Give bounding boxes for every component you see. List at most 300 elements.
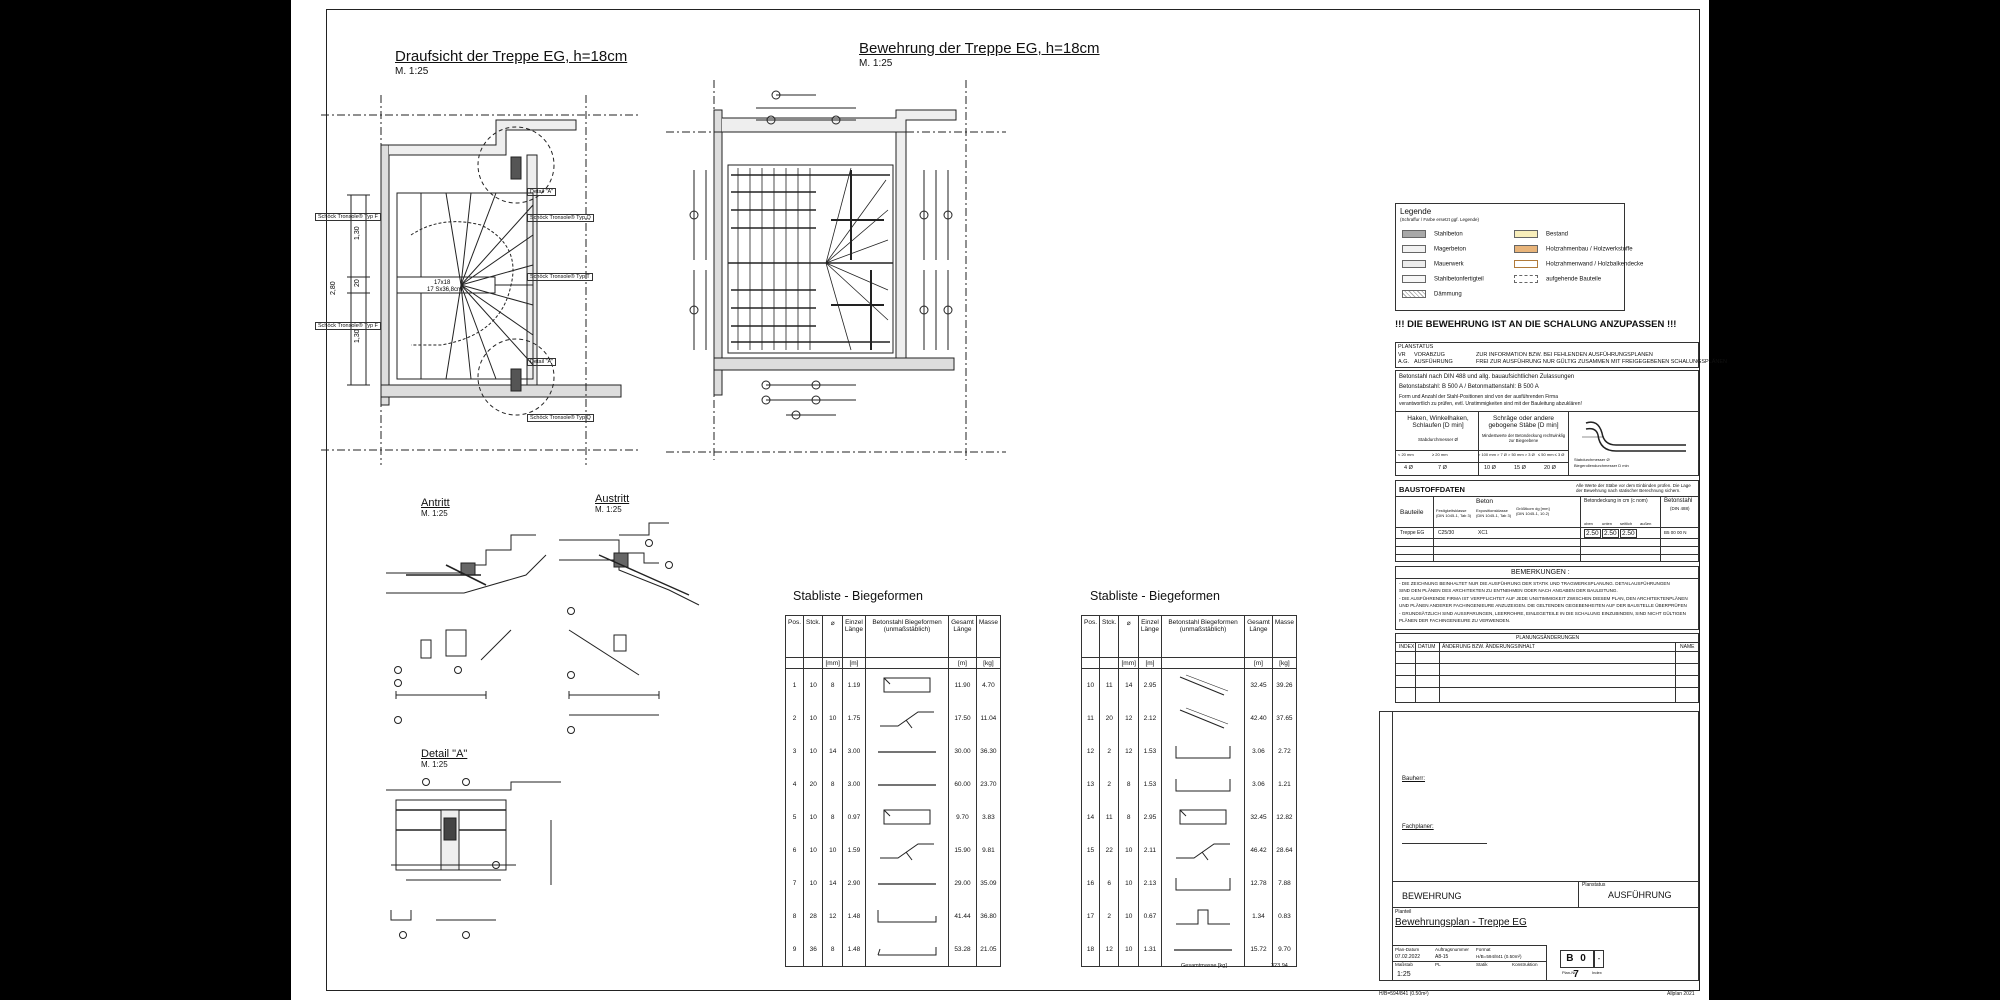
konstruktion-label: Konstruktion bbox=[1512, 962, 1538, 967]
cell-gl: 60.00 bbox=[949, 768, 977, 801]
unit-cell: [kg] bbox=[976, 658, 1000, 669]
steps-label-2: 17 Sx36,8cm bbox=[427, 287, 463, 293]
bend-shape-ushape bbox=[1162, 735, 1245, 768]
massstab-value: 1:25 bbox=[1397, 971, 1411, 978]
cell-d: 14 bbox=[1119, 669, 1138, 703]
cell-el: 1.48 bbox=[842, 933, 865, 967]
col-stck: Stck. bbox=[804, 616, 823, 658]
baustoff-h-wz: Größtkorn dg [mm] (DIN 1045-1, 10.2) bbox=[1516, 506, 1550, 516]
col-gesamt-laenge: Gesamt Länge bbox=[949, 616, 977, 658]
cell-pos: 7 bbox=[786, 867, 804, 900]
cell-gl: 41.44 bbox=[949, 900, 977, 933]
pl-label: PL bbox=[1435, 962, 1441, 967]
cell-pos: 16 bbox=[1082, 867, 1100, 900]
cell-pos: 6 bbox=[786, 834, 804, 867]
stabliste-2-table bbox=[1081, 615, 1297, 967]
cell-stck: 20 bbox=[1100, 702, 1119, 735]
cell-gl: 3.06 bbox=[1245, 768, 1273, 801]
col-gesamt-laenge: Gesamt Länge bbox=[1245, 616, 1273, 658]
stabliste-1-title: Stabliste - Biegeformen bbox=[793, 589, 923, 603]
label-schock-f-1: Schöck Tronsole® Typ F bbox=[315, 213, 381, 221]
unit-cell: [kg] bbox=[1272, 658, 1296, 669]
table-row bbox=[1082, 900, 1297, 933]
bend-shape-box bbox=[866, 801, 949, 834]
bend-shape-crank bbox=[866, 702, 949, 735]
cell-pos: 9 bbox=[786, 933, 804, 967]
table-row bbox=[786, 735, 1001, 768]
units-row bbox=[786, 658, 1001, 669]
unit-cell bbox=[866, 658, 949, 669]
draufsicht-plan bbox=[321, 95, 641, 465]
planteil-value: Bewehrungsplan - Treppe EG bbox=[1395, 917, 1527, 928]
aend-col-index: INDEX bbox=[1399, 644, 1415, 650]
cell-m: 35.09 bbox=[976, 867, 1000, 900]
cell-gl: 11.90 bbox=[949, 669, 977, 703]
bewehrung-title: Bewehrung der Treppe EG, h=18cm bbox=[859, 40, 1100, 57]
bend-shape-step bbox=[1162, 900, 1245, 933]
title-block bbox=[1379, 711, 1699, 981]
bem-line-2: SIND DEN PLÄNEN DES ARCHITEKTEN ZU ENTNEHMEN ODER NACH ANGABEN DER BAULEITUNG. bbox=[1399, 588, 1618, 593]
cell-pos: 17 bbox=[1082, 900, 1100, 933]
cell-el: 1.48 bbox=[842, 900, 865, 933]
legend-item: Stahlbeton bbox=[1434, 231, 1463, 238]
cell-el: 2.11 bbox=[1138, 834, 1161, 867]
units-row bbox=[1082, 658, 1297, 669]
unit-cell: [m] bbox=[949, 658, 977, 669]
steel-col2-title: Schräge oder andere gebogene Stäbe [D min] bbox=[1488, 415, 1559, 429]
cell-el: 1.53 bbox=[1138, 735, 1161, 768]
deck-seitlich: seitlich bbox=[1620, 521, 1633, 526]
ps-code-2: A.G. bbox=[1398, 359, 1410, 365]
baustoff-h-bauteile: Bauteile bbox=[1400, 509, 1424, 516]
cell-pos: 1 bbox=[786, 669, 804, 703]
legend-item: Dämmung bbox=[1434, 291, 1462, 298]
cell-pos: 18 bbox=[1082, 933, 1100, 967]
table-row bbox=[786, 900, 1001, 933]
stabliste-2-title: Stabliste - Biegeformen bbox=[1090, 589, 1220, 603]
table-row bbox=[786, 669, 1001, 703]
legend-title: Legende bbox=[1400, 207, 1432, 216]
steel-val: 4 Ø bbox=[1404, 465, 1413, 471]
cell-stck: 36 bbox=[804, 933, 823, 967]
table-row bbox=[786, 768, 1001, 801]
cell-m: 0.83 bbox=[1272, 900, 1296, 933]
cell-el: 0.67 bbox=[1138, 900, 1161, 933]
label-detail-a-1: Detail "A" bbox=[527, 188, 556, 196]
cell-el: 0.97 bbox=[842, 801, 865, 834]
cell-pos: 13 bbox=[1082, 768, 1100, 801]
bend-shape-bar bbox=[1162, 933, 1245, 967]
ps-name-2: AUSFÜHRUNG bbox=[1414, 359, 1453, 365]
bem-line-5: - GRUNDSÄTZLICH SIND AUSSPARUNGEN, LEERROHRE, EINLEGETEILE IN DIE SCHALUNG EINZUBINDEN, SIND NICHT GÜLTIGEN bbox=[1399, 611, 1686, 616]
draufsicht-scale: M. 1:25 bbox=[395, 66, 429, 77]
cell-stck: 22 bbox=[1100, 834, 1119, 867]
cell-d: 12 bbox=[1119, 735, 1138, 768]
dim-mid: 20 bbox=[354, 279, 361, 287]
aend-col-name: NAME bbox=[1680, 644, 1695, 650]
cell-m: 11.04 bbox=[976, 702, 1000, 735]
swatch-daemmung bbox=[1402, 290, 1426, 298]
cell-stck: 10 bbox=[804, 735, 823, 768]
planteil-label: Planteil bbox=[1395, 909, 1412, 915]
cell-d: 14 bbox=[823, 867, 842, 900]
cell-d: 8 bbox=[823, 933, 842, 967]
col-diameter: ⌀ bbox=[1119, 616, 1138, 658]
cell-stck: 12 bbox=[1100, 933, 1119, 967]
cell-el: 2.13 bbox=[1138, 867, 1161, 900]
aend-col-datum: DATUM bbox=[1418, 644, 1436, 650]
cell-gl: 42.40 bbox=[1245, 702, 1273, 735]
deck-seitlich-val: 2.50 bbox=[1622, 530, 1635, 537]
cell-el: 1.75 bbox=[842, 702, 865, 735]
unit-cell: [mm] bbox=[1119, 658, 1138, 669]
cell-m: 23.70 bbox=[976, 768, 1000, 801]
col-pos: Pos. bbox=[786, 616, 804, 658]
deck-oben: oben bbox=[1584, 521, 1593, 526]
col-masse: Masse bbox=[1272, 616, 1296, 658]
cell-pos: 15 bbox=[1082, 834, 1100, 867]
cell-m: 9.81 bbox=[976, 834, 1000, 867]
unit-cell: [m] bbox=[842, 658, 865, 669]
cell-gl: 32.45 bbox=[1245, 801, 1273, 834]
col-stck: Stck. bbox=[1100, 616, 1119, 658]
legend-item: Holzrahmenbau / Holzwerkstoffe bbox=[1546, 246, 1633, 253]
table-row bbox=[786, 801, 1001, 834]
cell-d: 12 bbox=[1119, 702, 1138, 735]
cell-stck: 11 bbox=[1100, 801, 1119, 834]
table-row bbox=[1082, 834, 1297, 867]
steel-val: 20 Ø bbox=[1544, 465, 1556, 471]
table-row bbox=[786, 702, 1001, 735]
cell-el: 1.19 bbox=[842, 669, 865, 703]
cell-pos: 2 bbox=[786, 702, 804, 735]
ps-desc-1: ZUR INFORMATION BZW. BEI FEHLENDEN AUSFÜHRUNGSPLANEN bbox=[1476, 352, 1653, 358]
fachplaner-label: Fachplaner: bbox=[1402, 824, 1434, 830]
cell-stck: 11 bbox=[1100, 669, 1119, 703]
planstatus-header: PLANSTATUS bbox=[1398, 344, 1434, 350]
unit-cell bbox=[804, 658, 823, 669]
steps-label: 17x18 bbox=[434, 280, 451, 286]
unit-cell bbox=[786, 658, 804, 669]
plan-number: B 0 7 bbox=[1560, 950, 1594, 968]
auftrag-label: Auftragsnummer bbox=[1435, 947, 1469, 952]
swatch-aufgehend bbox=[1514, 275, 1538, 283]
cell-gl: 1.34 bbox=[1245, 900, 1273, 933]
steel-head: > 100 mm > 7 Ø bbox=[1478, 452, 1507, 457]
bauherr-label: Bauherr: bbox=[1402, 776, 1426, 782]
legend-item: Mauerwerk bbox=[1434, 261, 1464, 268]
cell-m: 12.82 bbox=[1272, 801, 1296, 834]
bem-line-3: - DIE AUSFÜHRENDE FIRMA IST VERPFLICHTET AUF JEDE UNSTIMMIGKEIT ZWISCHEN DIESEM PLAN, DEN ARCHITEKTENPLÄNEN bbox=[1399, 596, 1688, 601]
cell-d: 12 bbox=[823, 900, 842, 933]
footer-software: Allplan 2021 bbox=[1667, 991, 1695, 997]
baustoff-h-stahl-sub: (DIN 488) bbox=[1670, 506, 1690, 511]
auftrag-value: A8-15 bbox=[1435, 954, 1449, 960]
austritt-title: Austritt bbox=[595, 493, 630, 505]
cell-stck: 2 bbox=[1100, 768, 1119, 801]
cell-pos: 4 bbox=[786, 768, 804, 801]
cell-stck: 10 bbox=[804, 801, 823, 834]
cell-stck: 6 bbox=[1100, 867, 1119, 900]
bemerkungen-title: BEMERKUNGEN : bbox=[1511, 569, 1570, 576]
cell-stck: 10 bbox=[804, 867, 823, 900]
massstab-label: Maßstab bbox=[1395, 962, 1413, 967]
baustoff-h-beton: Beton bbox=[1476, 498, 1493, 505]
bend-shape-crank bbox=[1162, 834, 1245, 867]
steel-head: > 50 mm > 3 Ø bbox=[1508, 452, 1535, 457]
deck-unten-val: 2.50 bbox=[1604, 530, 1617, 537]
col-biegeform: Betonstahl Biegeformen (unmaßstäblich) bbox=[1162, 616, 1245, 658]
cell-d: 8 bbox=[823, 768, 842, 801]
ps-name-1: VORABZUG bbox=[1414, 352, 1445, 358]
table-row bbox=[1082, 768, 1297, 801]
cell-d: 10 bbox=[1119, 834, 1138, 867]
warning-text: !!! DIE BEWEHRUNG IST AN DIE SCHALUNG ANZUPASSEN !!! bbox=[1395, 319, 1677, 330]
cell-gl: 30.00 bbox=[949, 735, 977, 768]
cell-d: 10 bbox=[1119, 933, 1138, 967]
cell-pos: 14 bbox=[1082, 801, 1100, 834]
bem-line-4: UND PLÄNEN ANDERER FACHINGENIEURE ANZUZEIGEN. DIE GELTENDEN GEGEBENHEITEN AUF DER BAUSTELLE ÜBERPRÜFEN bbox=[1399, 603, 1687, 608]
cell-stck: 10 bbox=[804, 834, 823, 867]
legend-box bbox=[1395, 203, 1644, 311]
cell-pos: 12 bbox=[1082, 735, 1100, 768]
cell-gl: 3.06 bbox=[1245, 735, 1273, 768]
austritt-detail bbox=[559, 515, 729, 740]
antritt-detail bbox=[386, 515, 561, 730]
label-schock-q: Schöck Tronsole® Typ Q bbox=[527, 214, 594, 222]
legend-item: Magerbeton bbox=[1434, 246, 1467, 253]
cell-el: 2.90 bbox=[842, 867, 865, 900]
cell-gl: 15.72 bbox=[1245, 933, 1273, 967]
cell-stck: 2 bbox=[1100, 735, 1119, 768]
cell-el: 2.12 bbox=[1138, 702, 1161, 735]
steel-val: 15 Ø bbox=[1514, 465, 1526, 471]
steel-head: ≥ 20 mm bbox=[1432, 452, 1448, 457]
cell-pos: 3 bbox=[786, 735, 804, 768]
cell-m: 3.83 bbox=[976, 801, 1000, 834]
label-schock-f-2: Schöck Tronsole® Typ F bbox=[315, 322, 381, 330]
unit-cell bbox=[1082, 658, 1100, 669]
aenderungen-title: PLANUNGSÄNDERUNGEN bbox=[1516, 635, 1580, 641]
stabliste-1-table bbox=[785, 615, 1001, 967]
baustoff-note: Alle Werte der Stäbe vor dem Einbinden prüfen. Die Lage der Bewehrung nach statischer Berechnung sichern. bbox=[1576, 483, 1691, 493]
deck-aussen: außen bbox=[1640, 521, 1652, 526]
bend-shape-hook2 bbox=[866, 933, 949, 967]
baustoff-h-stahl: Betonstahl bbox=[1664, 498, 1693, 504]
deck-oben-val: 2.50 bbox=[1586, 530, 1599, 537]
cell-pos: 8 bbox=[786, 900, 804, 933]
planstatus-label: Planstatus bbox=[1582, 882, 1606, 888]
plandatum-value: 07.02.2022 bbox=[1395, 954, 1421, 960]
cell-d: 8 bbox=[1119, 768, 1138, 801]
label-schock-q2: Schöck Tronsole® Typ Q bbox=[527, 414, 594, 422]
cell-m: 36.30 bbox=[976, 735, 1000, 768]
label-schock-t: Schöck Tronsole® Typ T bbox=[527, 273, 593, 281]
bend-shape-slant bbox=[1162, 702, 1245, 735]
cell-gl: 9.70 bbox=[949, 801, 977, 834]
cell-d: 8 bbox=[1119, 801, 1138, 834]
antritt-title: Antritt bbox=[421, 497, 450, 509]
index-label: Index bbox=[1592, 970, 1602, 975]
dim-total: 2,80 bbox=[330, 281, 337, 295]
cell-m: 1.21 bbox=[1272, 768, 1296, 801]
bend-shape-slant bbox=[1162, 669, 1245, 703]
table-row bbox=[786, 867, 1001, 900]
cell-gl: 15.90 bbox=[949, 834, 977, 867]
cell-stck: 28 bbox=[804, 900, 823, 933]
dim-upper: 1,30 bbox=[354, 226, 361, 240]
format-value: H/B=594/841 (0.50m²) bbox=[1476, 954, 1522, 959]
detail-scale: M. 1:25 bbox=[421, 760, 448, 769]
swatch-mauerwerk bbox=[1402, 260, 1426, 268]
bemerkungen-box bbox=[1395, 566, 1699, 630]
gesamtmasse-value: 323.94 bbox=[1271, 963, 1288, 969]
cell-stck: 10 bbox=[804, 702, 823, 735]
table-row bbox=[1082, 702, 1297, 735]
cell-m: 39.26 bbox=[1272, 669, 1296, 703]
ps-desc-2: FREI ZUR AUSFÜHRUNG NUR GÜLTIG ZUSAMMEN MIT FREIGEGEBENEN SCHALUNGSPLÄNEN bbox=[1476, 359, 1727, 365]
cell-d: 8 bbox=[823, 669, 842, 703]
baustoff-box bbox=[1395, 480, 1699, 562]
cell-d: 10 bbox=[1119, 867, 1138, 900]
bem-line-1: - DIE ZEICHNUNG BEINHALTET NUR DIE AUSFÜHRUNG DER STATIK UND TRAGWERKSPLANUNG. DETAILAUSFÜHRUNGEN bbox=[1399, 581, 1670, 586]
baustoff-expo: XC1 bbox=[1478, 530, 1488, 536]
cell-el: 2.95 bbox=[1138, 669, 1161, 703]
swatch-fertigteil bbox=[1402, 275, 1426, 283]
label-detail-a-2: Detail "A" bbox=[527, 358, 556, 366]
plan-index: - bbox=[1594, 950, 1604, 968]
cell-d: 10 bbox=[1119, 900, 1138, 933]
gesamtmasse-label: Gesamtmasse [kg] bbox=[1181, 963, 1227, 969]
col-einzel-laenge: Einzel Länge bbox=[1138, 616, 1161, 658]
baustoff-h-expo: Expositionsklasse (DIN 1045-1, Tab 3) bbox=[1476, 508, 1512, 518]
cell-gl: 12.78 bbox=[1245, 867, 1273, 900]
steel-col3-b: Biegerollendurchmesser D min bbox=[1574, 463, 1629, 468]
legend-subtitle: (Schraffur / Farbe ersetzt ggf. Legende) bbox=[1400, 217, 1479, 222]
baustoff-festig: C25/30 bbox=[1438, 530, 1455, 536]
table-row bbox=[786, 933, 1001, 967]
unit-cell: [m] bbox=[1245, 658, 1273, 669]
cell-d: 10 bbox=[823, 702, 842, 735]
format-label: Format bbox=[1476, 947, 1491, 952]
bend-shape-box bbox=[1162, 801, 1245, 834]
cell-gl: 29.00 bbox=[949, 867, 977, 900]
col-biegeform: Betonstahl Biegeformen (unmaßstäblich) bbox=[866, 616, 949, 658]
cell-d: 10 bbox=[823, 834, 842, 867]
austritt-scale: M. 1:25 bbox=[595, 505, 622, 514]
dim-lower: 1,30 bbox=[354, 329, 361, 343]
cell-el: 3.00 bbox=[842, 735, 865, 768]
cell-pos: 11 bbox=[1082, 702, 1100, 735]
unit-cell bbox=[1100, 658, 1119, 669]
cell-m: 28.64 bbox=[1272, 834, 1296, 867]
detail-title: Detail "A" bbox=[421, 748, 468, 760]
baustoff-bauteil: Treppe EG bbox=[1400, 530, 1425, 536]
steel-col1-sub: Stabdurchmesser Ø bbox=[1417, 437, 1459, 442]
legend-item: Stahlbetonfertigteil bbox=[1434, 276, 1484, 283]
table-row bbox=[1082, 669, 1297, 703]
bend-shape-box bbox=[866, 669, 949, 703]
unit-cell: [m] bbox=[1138, 658, 1161, 669]
cell-gl: 46.42 bbox=[1245, 834, 1273, 867]
cell-gl: 17.50 bbox=[949, 702, 977, 735]
steel-col3-a: Stabdurchmesser Ø bbox=[1574, 457, 1610, 462]
bend-diagram bbox=[1576, 415, 1694, 455]
cell-el: 1.59 bbox=[842, 834, 865, 867]
bend-shape-ushape bbox=[1162, 768, 1245, 801]
steel-line-4: verantwortlich zu prüfen, evtl. Unstimmigkeiten sind mit der Bauleitung abzuklären! bbox=[1399, 401, 1582, 407]
cell-gl: 32.45 bbox=[1245, 669, 1273, 703]
cell-pos: 5 bbox=[786, 801, 804, 834]
bem-line-6: PLÄNEN DER FACHINGENIEURE ZU VERWENDEN. bbox=[1399, 618, 1511, 623]
aend-col-inhalt: ÄNDERUNG BZW. ÄNDERUNGSINHALT bbox=[1442, 644, 1535, 650]
cell-d: 8 bbox=[823, 801, 842, 834]
table-row bbox=[1082, 801, 1297, 834]
cell-m: 2.72 bbox=[1272, 735, 1296, 768]
bewehrung-label: BEWEHRUNG bbox=[1402, 891, 1462, 901]
col-masse: Masse bbox=[976, 616, 1000, 658]
baustoff-title: BAUSTOFFDATEN bbox=[1399, 485, 1465, 494]
steel-info-box bbox=[1395, 370, 1699, 476]
swatch-magerbeton bbox=[1402, 245, 1426, 253]
statik-label: Statik bbox=[1476, 962, 1488, 967]
col-pos: Pos. bbox=[1082, 616, 1100, 658]
bewehrung-scale: M. 1:25 bbox=[859, 58, 893, 69]
bend-shape-bar bbox=[866, 867, 949, 900]
baustoff-h-deck: Betondeckung in cm (c nom) bbox=[1584, 498, 1648, 504]
cell-pos: 10 bbox=[1082, 669, 1100, 703]
steel-val: 10 Ø bbox=[1484, 465, 1496, 471]
cell-d: 14 bbox=[823, 735, 842, 768]
bend-shape-ushape bbox=[1162, 867, 1245, 900]
steel-head: < 20 mm bbox=[1398, 452, 1414, 457]
cell-m: 36.80 bbox=[976, 900, 1000, 933]
col-diameter: ⌀ bbox=[823, 616, 842, 658]
baustoff-h-festig: Festigkeitsklasse (DIN 1045-1, Tab 3) bbox=[1436, 508, 1472, 518]
legend-item: Bestand bbox=[1546, 231, 1569, 238]
deck-unten: unten bbox=[1602, 521, 1613, 526]
ps-code-1: VR bbox=[1398, 352, 1406, 358]
cell-stck: 20 bbox=[804, 768, 823, 801]
antritt-scale: M. 1:25 bbox=[421, 509, 448, 518]
baustoff-stahl-val: B5 00 00 N bbox=[1664, 530, 1687, 535]
swatch-holzrahmenbau bbox=[1514, 245, 1538, 253]
table-row bbox=[786, 834, 1001, 867]
plannr-label: Plan-Nr. bbox=[1562, 970, 1577, 975]
ausfuehrung-label: AUSFÜHRUNG bbox=[1608, 890, 1672, 900]
cell-stck: 2 bbox=[1100, 900, 1119, 933]
table-row bbox=[1082, 735, 1297, 768]
unit-cell bbox=[1162, 658, 1245, 669]
planstatus-box bbox=[1395, 342, 1727, 368]
cell-el: 1.31 bbox=[1138, 933, 1161, 967]
steel-line-2: Betonstabstahl: B 500 A / Betonmattenstahl: B 500 A bbox=[1399, 384, 1539, 390]
steel-col2-sub: Mindestwerte der Betondeckung rechtwinklig zur Biegeebene bbox=[1481, 433, 1566, 443]
cell-m: 4.70 bbox=[976, 669, 1000, 703]
swatch-bestand bbox=[1514, 230, 1538, 238]
swatch-holzrahmenwand bbox=[1514, 260, 1538, 268]
unit-cell: [mm] bbox=[823, 658, 842, 669]
bend-shape-bar bbox=[866, 768, 949, 801]
table-row bbox=[1082, 933, 1297, 967]
col-einzel-laenge: Einzel Länge bbox=[842, 616, 865, 658]
footer-format: H/B=594/841 (0.50m²) bbox=[1379, 991, 1429, 997]
cell-el: 3.00 bbox=[842, 768, 865, 801]
legend-item: Holzrahmenwand / Holzbalkendecke bbox=[1546, 261, 1644, 268]
drawing-sheet bbox=[291, 0, 1727, 1000]
cell-m: 7.88 bbox=[1272, 867, 1296, 900]
cell-m: 37.65 bbox=[1272, 702, 1296, 735]
